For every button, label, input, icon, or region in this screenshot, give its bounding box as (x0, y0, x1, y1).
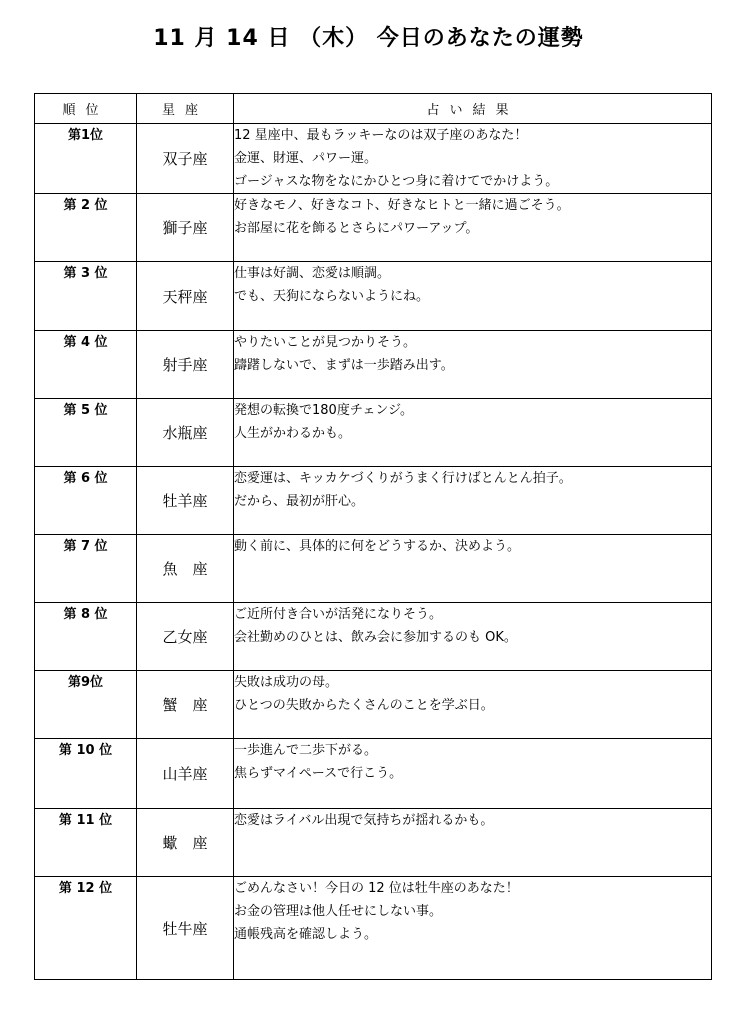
sign-cell (137, 739, 234, 809)
result-line: お金の管理は他人任せにしない事。 (234, 904, 443, 919)
result-line: お部屋に花を飾るとさらにパワーアップ。 (234, 221, 479, 236)
fortune-table (34, 93, 712, 980)
table-row (35, 124, 712, 194)
table-row (35, 535, 712, 603)
sign-name: 乙女座 (162, 628, 208, 646)
table-row (35, 603, 712, 671)
result-cell (234, 331, 712, 399)
rank-cell: 第 12 位 (35, 877, 137, 980)
table-row (35, 809, 712, 877)
result-line: ゴージャスな物をなにかひとつ身に着けてでかけよう。 (234, 174, 559, 189)
rank-cell: 第 2 位 (35, 194, 137, 262)
result-line: 焦らずマイペースで行こう。 (234, 766, 403, 781)
sign-cell (137, 809, 234, 877)
result-cell (234, 603, 712, 671)
sign-name: 射手座 (162, 356, 208, 374)
rank-cell: 第 5 位 (35, 399, 137, 467)
header-rank: 順位 (35, 94, 137, 124)
result-cell (234, 467, 712, 535)
sign-name: 蟹 座 (162, 696, 208, 714)
sign-name: 双子座 (162, 150, 208, 168)
result-line: 動く前に、具体的に何をどうするか、決めよう。 (234, 539, 521, 554)
sign-name: 牡羊座 (162, 492, 208, 510)
result-line: でも、天狗にならないようにね。 (234, 289, 430, 304)
sign-name: 蠍 座 (162, 834, 208, 852)
sign-cell (137, 671, 234, 739)
table-row (35, 671, 712, 739)
result-cell (234, 877, 712, 980)
sign-cell (137, 603, 234, 671)
result-cell (234, 739, 712, 809)
result-cell (234, 262, 712, 331)
rank-cell: 第 7 位 (35, 535, 137, 603)
result-line: ご近所付き合いが活発になりそう。 (234, 607, 443, 622)
result-line: 仕事は好調、恋愛は順調。 (234, 266, 391, 281)
result-line: だから、最初が肝心。 (234, 494, 365, 509)
sign-cell (137, 877, 234, 980)
result-line: ごめんなさい！今日の 12 位は牡牛座のあなた！ (234, 881, 519, 896)
result-line: 失敗は成功の母。 (234, 675, 339, 690)
result-cell (234, 535, 712, 603)
result-line: やりたいことが見つかりそう。 (234, 335, 417, 350)
result-line: 恋愛運は、キッカケづくりがうまく行けばとんとん拍子。 (234, 471, 572, 486)
table-row (35, 331, 712, 399)
rank-cell: 第9位 (35, 671, 137, 739)
result-line: 恋愛はライバル出現で気持ちが揺れるかも。 (234, 813, 494, 828)
table-row (35, 262, 712, 331)
table-row (35, 194, 712, 262)
result-line: 発想の転換で180度チェンジ。 (234, 403, 414, 418)
table-row (35, 399, 712, 467)
result-line: ひとつの失敗からたくさんのことを学ぶ日。 (234, 698, 494, 713)
result-cell (234, 124, 712, 194)
result-line: 通帳残高を確認しよう。 (234, 927, 378, 942)
rank-cell: 第 3 位 (35, 262, 137, 331)
sign-name: 魚 座 (162, 560, 208, 578)
result-cell (234, 399, 712, 467)
sign-name: 牡牛座 (162, 919, 208, 938)
result-line: 金運、財運、パワー運。 (234, 151, 378, 166)
header-sign: 星座 (137, 94, 234, 124)
sign-name: 山羊座 (162, 765, 208, 783)
result-line: 一歩進んで二歩下がる。 (234, 743, 378, 758)
rank-cell: 第 11 位 (35, 809, 137, 877)
sign-cell (137, 124, 234, 194)
sign-name: 獅子座 (162, 219, 208, 237)
result-line: 躊躇しないで、まずは一歩踏み出す。 (234, 358, 454, 373)
result-line: 人生がかわるかも。 (234, 426, 352, 441)
result-line: 会社勤めのひとは、飲み会に参加するのも OK。 (234, 630, 517, 645)
rank-cell: 第 6 位 (35, 467, 137, 535)
table-row (35, 739, 712, 809)
result-line: 好きなモノ、好きなコト、好きなヒトと一緒に過ごそう。 (234, 198, 570, 213)
rank-cell: 第 8 位 (35, 603, 137, 671)
rank-cell: 第1位 (35, 124, 137, 194)
page-title: 11 月 14 日 （木） 今日のあなたの運勢 (153, 26, 584, 51)
sign-name: 天秤座 (162, 287, 208, 306)
rank-cell: 第 4 位 (35, 331, 137, 399)
sign-cell (137, 399, 234, 467)
header-result: 占い結果 (234, 94, 712, 124)
sign-name: 水瓶座 (162, 424, 208, 442)
table-row (35, 877, 712, 980)
table-row (35, 467, 712, 535)
sign-cell (137, 467, 234, 535)
result-line: 12 星座中、最もラッキーなのは双子座のあなた！ (234, 128, 528, 143)
result-cell (234, 809, 712, 877)
result-cell (234, 671, 712, 739)
sign-cell (137, 331, 234, 399)
sign-cell (137, 262, 234, 331)
sign-cell (137, 194, 234, 262)
sign-cell (137, 535, 234, 603)
rank-cell: 第 10 位 (35, 739, 137, 809)
table-header-row (35, 94, 712, 124)
result-cell (234, 194, 712, 262)
